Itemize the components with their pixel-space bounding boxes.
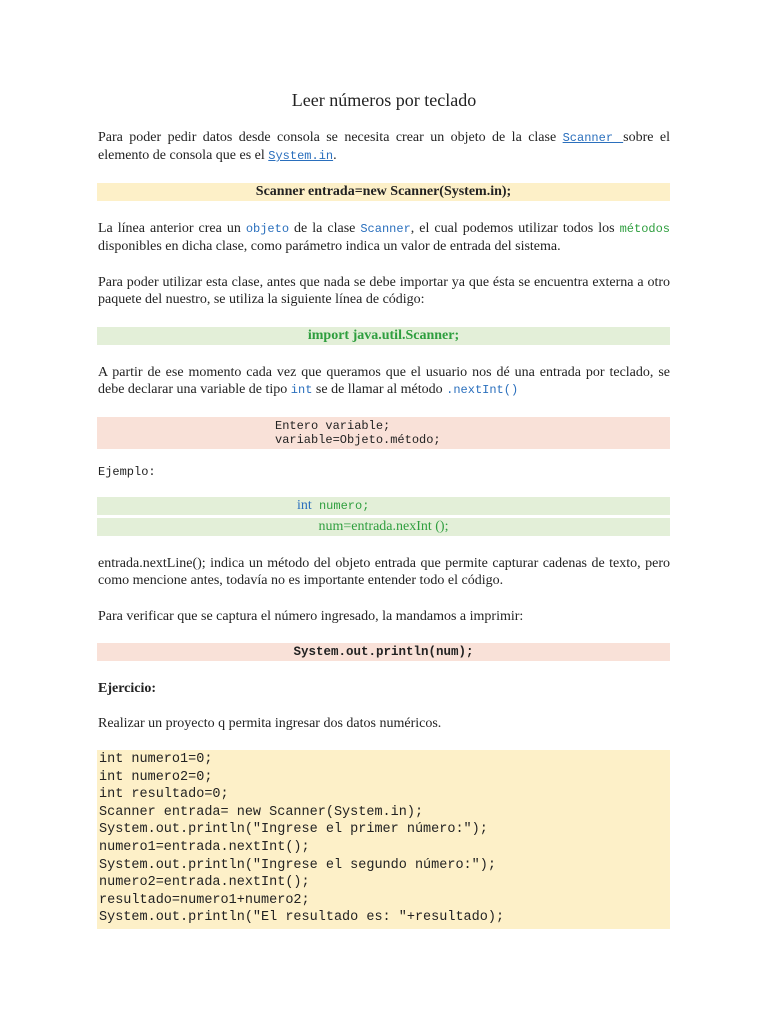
- example-assignment: num=entrada.nexInt ();: [97, 518, 670, 536]
- para2-text-2: de la clase: [289, 221, 361, 236]
- exercise-description: Realizar un proyecto q permita ingresar dos datos numéricos.: [98, 716, 442, 731]
- code-line: numero2=entrada.nextInt();: [99, 875, 310, 891]
- println-line: System.out.println(num);: [97, 643, 670, 661]
- intro-text-1: Para poder pedir datos desde consola se necesita crear un objeto de la clase: [98, 130, 563, 145]
- paragraph-import-explanation: Para poder utilizar esta clase, antes que nada se debe importar ya que ésta se encuentra externa a otro paquete del nuestro, se utiliza la siguiente línea de código:: [98, 275, 670, 307]
- example-int-keyword: int: [297, 498, 312, 513]
- entero-code-block: [97, 417, 670, 449]
- para4-text-1: A partir de ese momento cada vez que queramos que el usuario nos dé una entrada por teclado, se debe declarar una variable de tipo: [98, 365, 670, 397]
- code-line: System.out.println("Ingrese el segundo número:");: [99, 857, 496, 873]
- paragraph-variable-declaration: [98, 364, 670, 399]
- code-line: int resultado=0;: [99, 787, 229, 803]
- paragraph-nextline: entrada.nextLine(); indica un método del objeto entrada que permite capturar cadenas de texto, pero como mencione antes, todavía no es importante entender todo el código.: [98, 556, 670, 588]
- import-line: import java.util.Scanner;: [97, 327, 670, 345]
- int-term: int: [290, 383, 313, 397]
- nextint-term: .nextInt(): [446, 383, 519, 397]
- code-line: int numero1=0;: [99, 752, 213, 767]
- code-line: numero1=entrada.nextInt();: [99, 839, 310, 855]
- code-line: resultado=numero1+numero2;: [99, 892, 310, 908]
- intro-text-3: .: [333, 148, 337, 163]
- example-numero-decl: numero;: [311, 499, 370, 513]
- scanner-link[interactable]: Scanner: [562, 131, 624, 145]
- code-line: Scanner entrada= new Scanner(System.in);: [99, 804, 424, 820]
- code-line: System.out.println("El resultado es: "+resultado);: [99, 910, 505, 926]
- para2-text-1: La línea anterior crea un: [98, 221, 246, 236]
- system-in-link[interactable]: System.in: [268, 149, 334, 163]
- code-line: variable=Objeto.método;: [275, 433, 441, 447]
- scanner-term: Scanner: [360, 222, 411, 236]
- page-title: Leer números por teclado: [291, 90, 477, 110]
- metodos-term: métodos: [619, 222, 671, 236]
- exercise-code-block: [97, 750, 670, 929]
- code-line: int numero2=0;: [99, 769, 213, 785]
- intro-text-2: sobre el elemento de consola que es el: [98, 130, 670, 163]
- intro-paragraph: [98, 129, 670, 165]
- code-line: Entero variable;: [275, 419, 391, 433]
- ejemplo-label: Ejemplo:: [98, 465, 156, 479]
- para4-text-2: se de llamar al método: [312, 382, 447, 397]
- exercise-heading: Ejercicio:: [98, 681, 157, 696]
- code-line: System.out.println("Ingrese el primer número:");: [99, 822, 488, 838]
- para2-text-4: disponibles en dicha clase, como parámetro indica un valor de entrada del sistema.: [98, 239, 561, 254]
- example-declaration: [97, 497, 670, 515]
- paragraph-verify: Para verificar que se captura el número ingresado, la mandamos a imprimir:: [98, 609, 524, 624]
- scanner-declaration: Scanner entrada=new Scanner(System.in);: [97, 183, 670, 201]
- para2-text-3: , el cual podemos utilizar todos los: [410, 221, 620, 236]
- objeto-term: objeto: [245, 222, 290, 236]
- paragraph-scanner-explanation: [98, 220, 670, 255]
